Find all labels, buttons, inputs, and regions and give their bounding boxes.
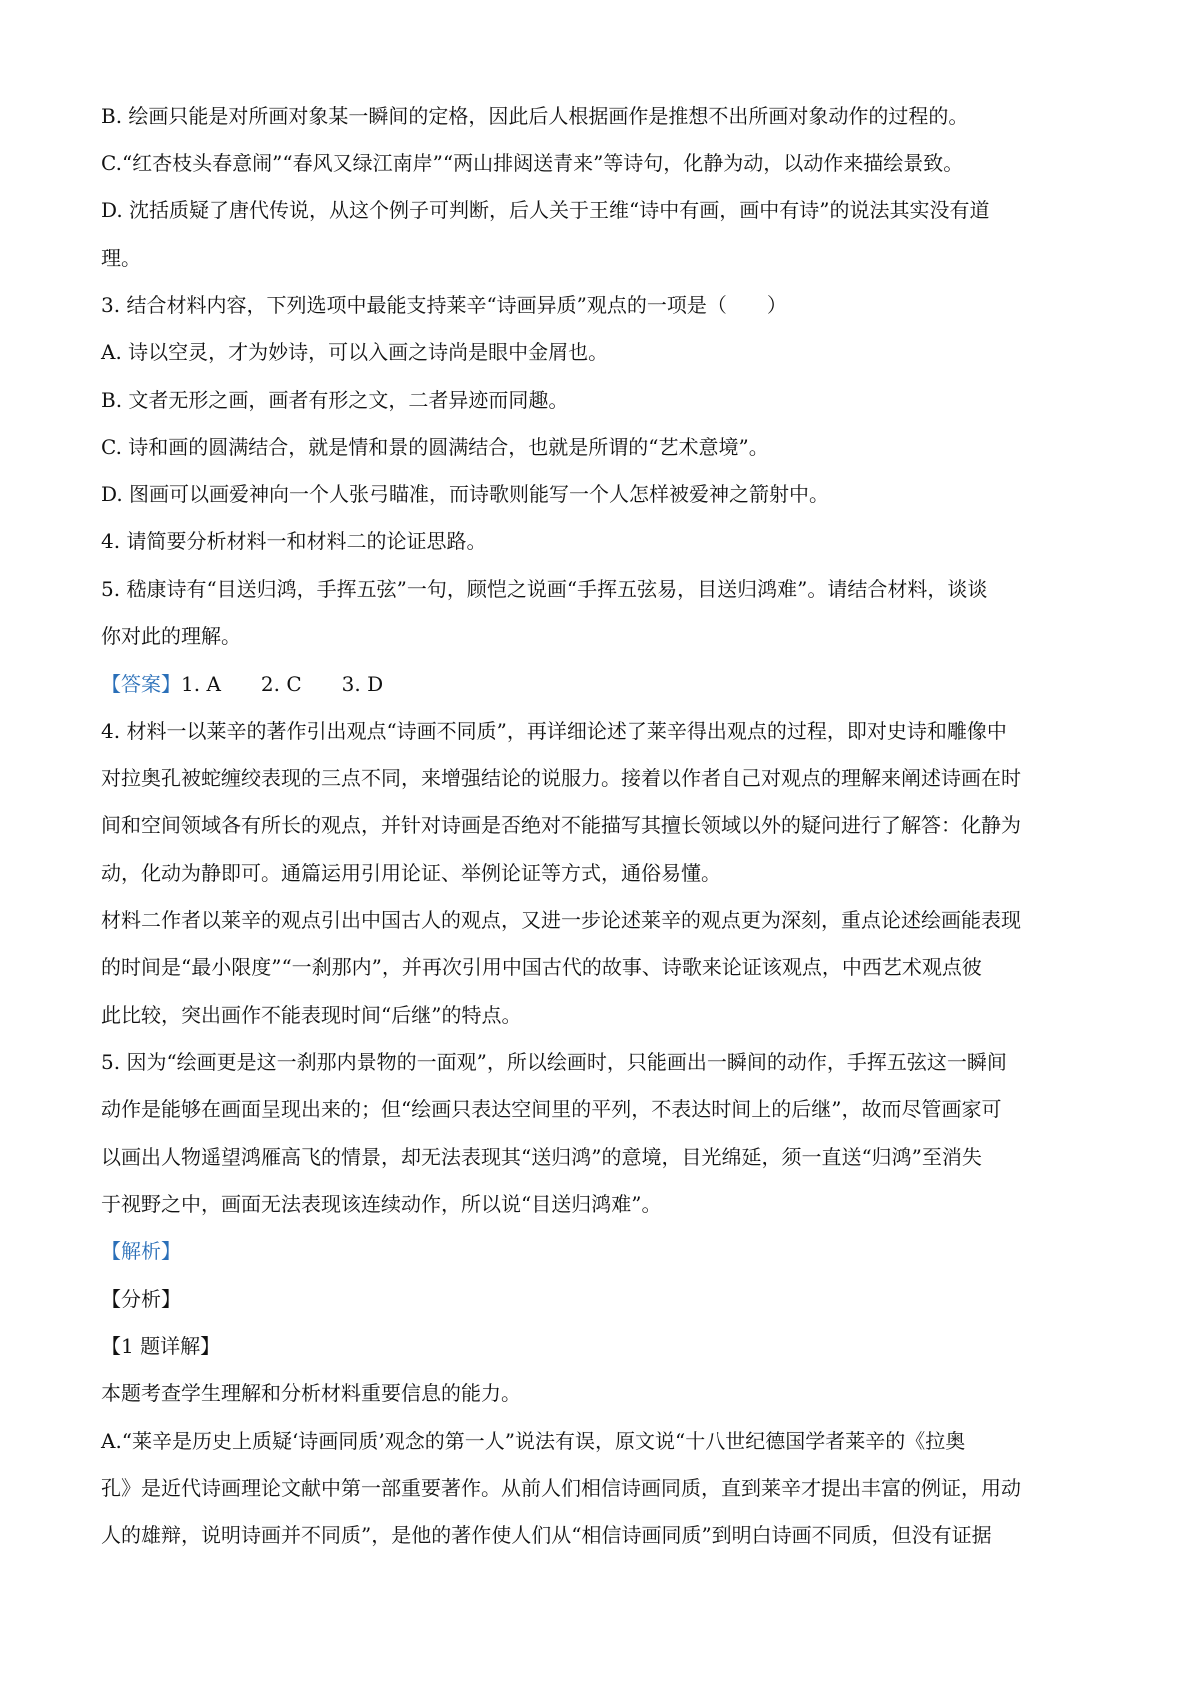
analysis-option-a-line: 孔》是近代诗画理论文献中第一部重要著作。从前人们相信诗画同质，直到莱辛才提出丰富的例证，用动 <box>101 1476 1021 1500</box>
q3-stem: 3. 结合材料内容，下列选项中最能支持莱辛“诗画异质”观点的一项是（ ） <box>101 293 787 317</box>
answer5-line: 以画出人物遥望鸿雁高飞的情景，却无法表现其“送归鸿”的意境，目光绵延，须一直送“归鸿”至消失 <box>101 1145 982 1169</box>
q2-option-c: C.“红杏枝头春意闹”“春风又绿江南岸”“两山排闼送青来”等诗句，化静为动，以动作来描绘景致。 <box>101 151 964 175</box>
answer5-line: 于视野之中，画面无法表现该连续动作，所以说“目送归鸿难”。 <box>101 1192 662 1216</box>
q3-option-d: D. 图画可以画爱神向一个人张弓瞄准，而诗歌则能写一个人怎样被爱神之箭射中。 <box>101 482 830 506</box>
q3-option-a: A. 诗以空灵，才为妙诗，可以入画之诗尚是眼中金屑也。 <box>101 340 609 364</box>
q1-detail-label: 【1 题详解】 <box>101 1334 221 1358</box>
answer4-line: 材料二作者以莱辛的观点引出中国古人的观点，又进一步论述莱辛的观点更为深刻，重点论述绘画能表现 <box>101 908 1021 932</box>
q2-option-d-line1: D. 沈括质疑了唐代传说，从这个例子可判断，后人关于王维“诗中有画，画中有诗”的说法其实没有道 <box>101 198 990 222</box>
q4-stem: 4. 请简要分析材料一和材料二的论证思路。 <box>101 529 487 553</box>
answer5-line: 动作是能够在画面呈现出来的；但“绘画只表达空间里的平列，不表达时间上的后继”，故而尽管画家可 <box>101 1097 1002 1121</box>
answer5-line: 5. 因为“绘画更是这一刹那内景物的一面观”，所以绘画时，只能画出一瞬间的动作，手挥五弦这一瞬间 <box>101 1050 1007 1074</box>
answers-label: 【答案】 <box>101 672 181 696</box>
answers-line <box>101 669 1101 699</box>
q5-stem-line2: 你对此的理解。 <box>101 624 241 648</box>
answer4-line: 此比较，突出画作不能表现时间“后继”的特点。 <box>101 1003 522 1027</box>
answer4-line: 动，化动为静即可。通篇运用引用论证、举例论证等方式，通俗易懂。 <box>101 861 721 885</box>
q2-option-d-line2: 理。 <box>101 246 141 270</box>
analysis-label: 【解析】 <box>101 1239 181 1263</box>
answer4-line: 对拉奥孔被蛇缠绞表现的三点不同，来增强结论的说服力。接着以作者自己对观点的理解来阐述诗画在时 <box>101 766 1021 790</box>
q3-option-b: B. 文者无形之画，画者有形之文，二者异迹而同趣。 <box>101 388 569 412</box>
answer-2: 2. C <box>260 672 302 696</box>
answer4-line: 间和空间领域各有所长的观点，并针对诗画是否绝对不能描写其擅长领域以外的疑问进行了解答：化静为 <box>101 813 1021 837</box>
q3-option-c: C. 诗和画的圆满结合，就是情和景的圆满结合，也就是所谓的“艺术意境”。 <box>101 435 769 459</box>
analysis-option-a-line: A.“莱辛是历史上质疑‘诗画同质’观念的第一人”说法有误，原文说“十八世纪德国学者莱辛的《拉奥 <box>101 1429 966 1453</box>
answer-1: 1. A <box>181 672 221 696</box>
answer-3: 3. D <box>341 672 384 696</box>
q2-option-b: B. 绘画只能是对所画对象某一瞬间的定格，因此后人根据画作是推想不出所画对象动作的过程的。 <box>101 104 969 128</box>
analysis-intro: 本题考查学生理解和分析材料重要信息的能力。 <box>101 1381 521 1405</box>
analysis-option-a-line: 人的雄辩，说明诗画并不同质”，是他的著作使人们从“相信诗画同质”到明白诗画不同质，但没有证据 <box>101 1523 992 1547</box>
analysis-fenxi-label: 【分析】 <box>101 1287 181 1311</box>
q5-stem-line1: 5. 嵇康诗有“目送归鸿，手挥五弦”一句，顾恺之说画“手挥五弦易，目送归鸿难”。请结合材料，谈谈 <box>101 577 988 601</box>
answer4-line: 的时间是“最小限度”“一刹那内”，并再次引用中国古代的故事、诗歌来论证该观点，中西艺术观点彼 <box>101 955 982 979</box>
answer4-line: 4. 材料一以莱辛的著作引出观点“诗画不同质”，再详细论述了莱辛得出观点的过程，即对史诗和雕像中 <box>101 719 1007 743</box>
